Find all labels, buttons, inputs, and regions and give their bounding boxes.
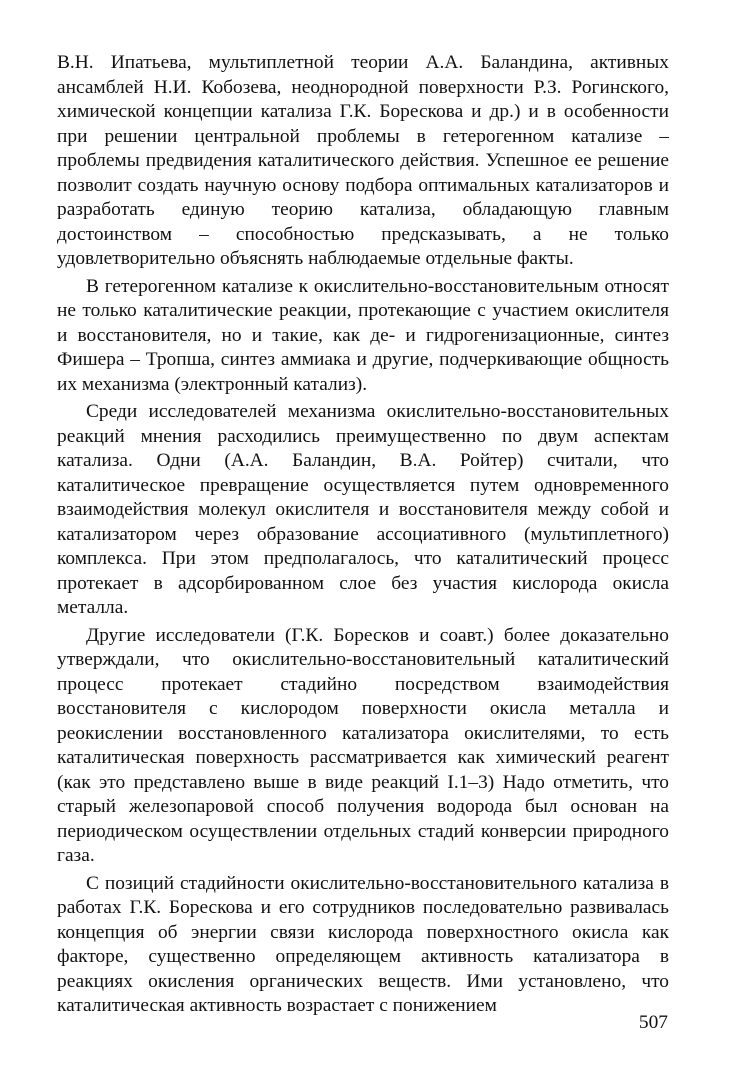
paragraph-1: В.Н. Ипатьева, мультиплетной теории А.А. Баландина, активных ансамблей Н.И. Кобозева, неоднородной поверхности Р.З. Рогинского, химической концепции катализа Г.К. Борескова и др.) и в особенности при решении центральной проблемы в гетерогенном катализе – проблемы предвидения каталитического действия. Успешное ее решение позволит создать научную основу подбора оптимальных катализаторов и разработать единую теорию катализа, обладающую главным достоинством – способностью предсказывать, а не только удовлетворительно объяснять наблюдаемые отдельные факты. [57,52,669,269]
paragraph-3: Среди исследователей механизма окислительно-восстановительных реакций мнения расходились преимущественно по двум аспектам катализа. Одни (А.А. Баландин, В.А. Ройтер) считали, что каталитическое превращение осуществляется путем одновременного взаимодействия молекул окислителя и восстановителя между собой и катализатором через образование ассоциативного (мультиплетного) комплекса. При этом предполагалось, что каталитический процесс протекает в адсорбированном слое без участия кислорода окисла металла. [57,401,669,618]
body-text [57,51,669,1019]
paragraph-4: Другие исследователи (Г.К. Боресков и соавт.) более доказательно утверждали, что окислительно-восстановительный каталитический процесс протекает стадийно посредством взаимодействия восстановителя с кислородом поверхности окисла металла и реокислении восстановленного катализатора окислителями, то есть каталитическая поверхность рассматривается как химический реагент (как это представлено выше в виде реакций I.1–3) Надо отметить, что старый железопаровой способ получения водорода был основан на периодическом осуществлении отдельных стадий конверсии природного газа. [57,624,669,866]
paragraph-2: В гетерогенном катализе к окислительно-восстановительным относят не только каталитические реакции, протекающие с участием окислителя и восстановителя, но и такие, как де- и гидрогенизационные, синтез Фишера – Тропша, синтез аммиака и другие, подчеркивающие общность их механизма (электронный катализ). [57,275,669,395]
paragraph-5: С позиций стадийности окислительно-восстановительного катализа в работах Г.К. Борескова и его сотрудников последовательно развивалась концепция об энергии связи кислорода поверхностного окисла как факторе, существенно определяющем активность катализатора в реакциях окисления органических веществ. Ими установлено, что каталитическая активность возрастает с понижением [57,872,669,1016]
page-number: 507 [638,1012,668,1033]
